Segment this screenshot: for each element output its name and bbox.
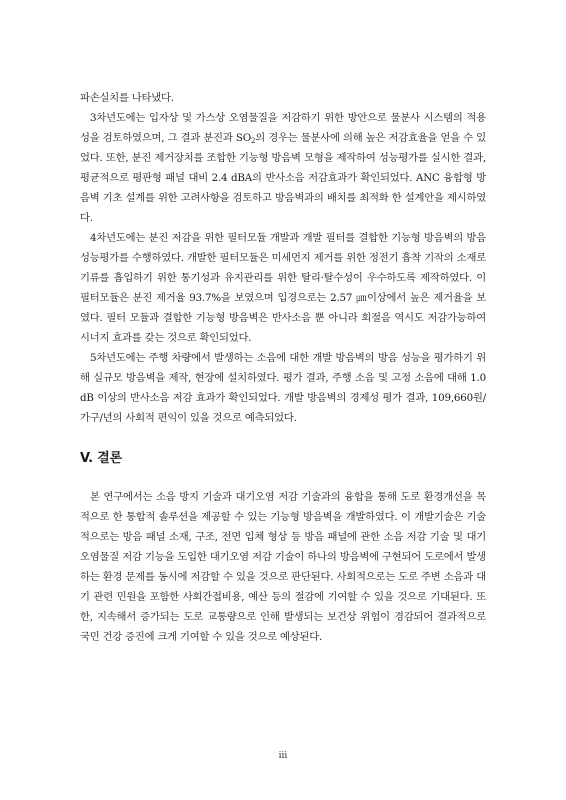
paragraph-conclusion: 본 연구에서는 소음 방지 기술과 대기오염 저감 기술과의 융합을 통해 도로 환경개선을 목적으로 한 통합적 솔루션을 제공할 수 있는 기능형 방음벽을 개발하였다. 이 개발기술은 기술적으로는 방음 패널 소재, 구조, 전면 입체 형상 등 방음 패널에 관한 소음 저감 기술 및 대기오염물질 저감 기능을 도입한 대기오염 저감 기술이 하나의 방음벽에 구현되어 도로에서 발생하는 환경 문제를 동시에 저감할 수 있을 것으로 판단된다. 사회적으로는 도로 주변 소음과 대기 관련 민원을 포함한 사회간접비용, 예산 등의 절감에 기여할 수 있을 것으로 기대된다. 또한, 지속해서 증가되는 도로 교통량으로 인해 발생되는 보건상 위험이 경감되어 결과적으로 국민 건강 증진에 크게 기여할 수 있을 것으로 예상된다. [80,491,486,643]
paragraph-5th-year: 5차년도에는 주행 차량에서 발생하는 소음에 대한 개발 방음벽의 방음 성능을 평가하기 위해 실규모 방음벽을 제작, 현장에 설치하였다. 평가 결과, 주행 소음 및 고정 소음에 대해 1.0 dB 이상의 반사소음 저감 효과가 확인되었다. 개발 방음벽의 경제성 평가 결과, 109,660원/가구/년의 사회적 편익이 있을 것으로 예측되었다. [80,352,486,424]
page-number: iii [278,751,288,761]
body-content [80,88,486,647]
section-heading-conclusion: V. 결론 [80,451,122,466]
paragraph-3rd-year [80,108,486,228]
paragraph-3rd-year-text-b: 의 경우는 물분사에 의해 높은 저감효율을 얻을 수 있었다. 또한, 분진 제거장치를 조합한 기능형 방음벽 모형을 제작하여 성능평가를 실시한 결과, 평균적으로 평판형 패널 대비 2.4 dBA의 반사소음 저감효과가 확인되었다. ANC 융합형 방음벽 기초 설계를 위한 고려사항을 검토하고 방음벽과의 배치를 최적화 한 설계안을 제시하였다. [80,132,486,224]
paragraph-3rd-year-text-a: 3차년도에는 입자상 및 가스상 오염물질을 저감하기 위한 방안으로 물분사 시스템의 적용성을 검토하였으며, 그 결과 분진과 SO [80,112,486,144]
paragraph-4th-year: 4차년도에는 분진 저감을 위한 필터모듈 개발과 개발 필터를 결합한 기능형 방음벽의 방음 성능평가를 수행하였다. 개발한 필터모듈은 미세먼지 제거를 위한 정전기 흡착 기작의 소재로 기류를 흡입하기 위한 통기성과 유지관리를 위한 탈리·탈수성이 우수하도록 제작하였다. 이 필터모듈은 분진 제거율 93.7%을 보였으며 입경으로는 2.57 ㎛이상에서 높은 제거율을 보였다. 필터 모듈과 결합한 기능형 방음벽은 반사소음 뿐 아니라 회절음 역시도 저감가능하여 시너지 효과를 갖는 것으로 확인되었다. [80,232,486,344]
subscript-2: 2 [250,137,256,145]
continuation-line: 파손실치를 나타냈다. [80,92,174,104]
